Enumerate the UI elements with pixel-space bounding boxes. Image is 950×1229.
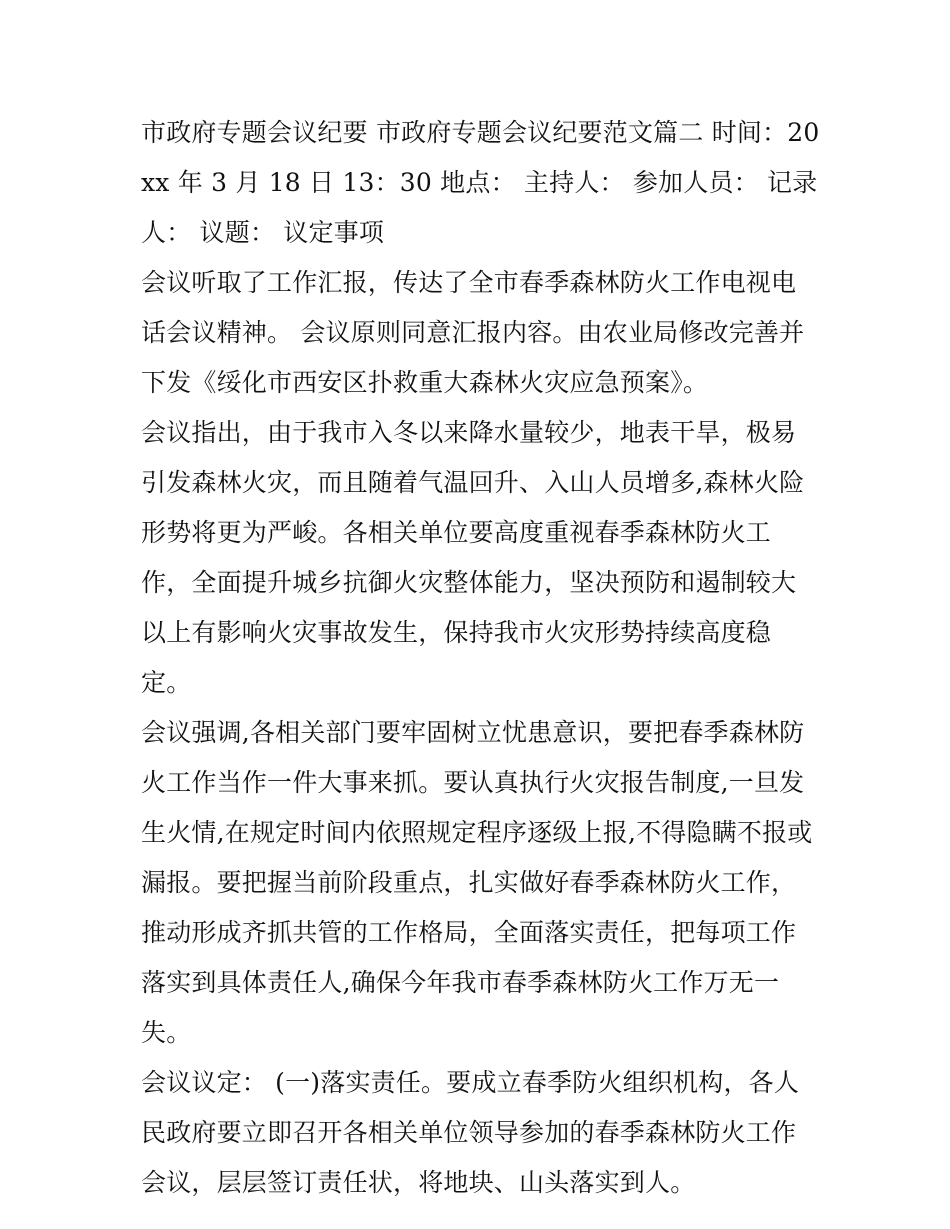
document-body [141,108,821,1208]
paragraph-2: 会议指出，由于我市入冬以来降水量较少，地表干旱，极易引发森林火灾，而且随着气温回升、入山人员增多,森林火险形势将更为严峻。各相关单位要高度重视春季森林防火工作，全面提升城乡抗御火灾整体能力，坚决预防和遏制较大以上有影响火灾事故发生，保持我市火灾形势持续高度稳定。 [141,418,805,697]
paragraph-3: 会议强调,各相关部门要牢固树立忧患意识，要把春季森林防火工作当作一件大事来抓。要认真执行火灾报告制度,一旦发生火情,在规定时间内依照规定程序逐级上报,不得隐瞒不报或漏报。要把握当前阶段重点，扎实做好春季森林防火工作，推动形成齐抓共管的工作格局，全面落实责任，把每项工作落实到具体责任人,确保今年我市春季森林防火工作万无一失。 [141,718,813,1047]
paragraph-1: 会议听取了工作汇报，传达了全市春季森林防火工作电视电话会议精神。 会议原则同意汇报内容。由农业局修改完善并下发《绥化市西安区扑救重大森林火灾应急预案》。 [141,268,805,397]
paragraph-4: 会议议定： (一)落实责任。要成立春季防火组织机构，各人民政府要立即召开各相关单位领导参加的春季森林防火工作会议，层层签订责任状，将地块、山头落实到人。 [141,1068,800,1197]
paragraph-header: 市政府专题会议纪要 市政府专题会议纪要范文篇二 时间：20xx 年 3 月 18 日 13：30 地点： 主持人： 参加人员： 记录人： 议题： 议定事项 [141,118,820,247]
